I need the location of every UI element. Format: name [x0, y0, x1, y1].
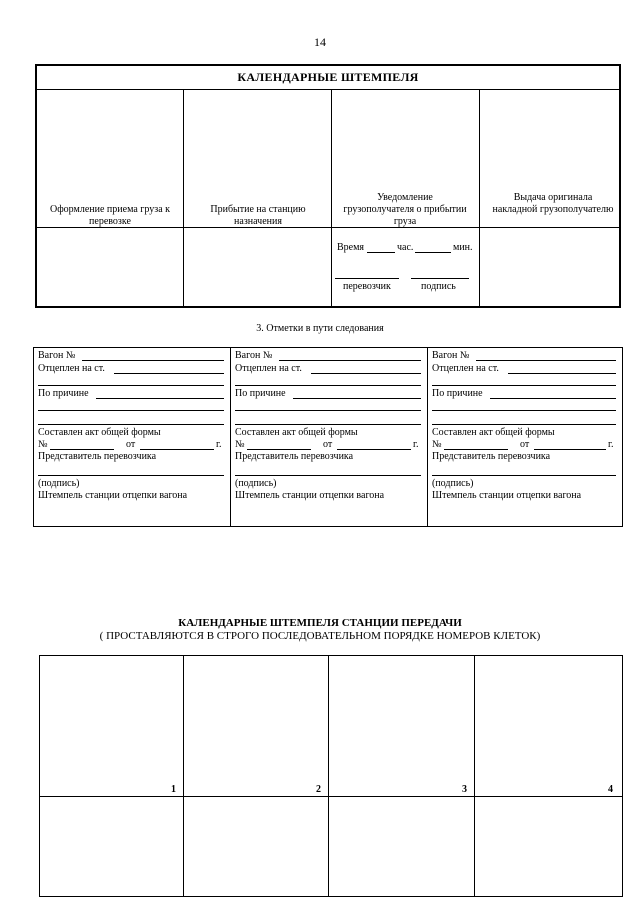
blank-line [432, 475, 616, 476]
wagon-column-3 [432, 348, 618, 526]
act-label: Составлен акт общей формы [38, 427, 161, 438]
stamp-label: Штемпель станции отцепки вагона [38, 490, 188, 501]
uncoupled-blank [311, 373, 421, 374]
reason-label: По причине [432, 388, 483, 399]
carrier-label: перевозчик [343, 281, 391, 292]
uncoupled-blank [508, 373, 616, 374]
act-number-blank [247, 449, 311, 450]
route-marks-table [33, 347, 623, 527]
reason-blank [490, 398, 616, 399]
transfer-stamps-subtitle: ( ПРОСТАВЛЯЮТСЯ В СТРОГО ПОСЛЕДОВАТЕЛЬНОМ ПОРЯДКЕ НОМЕРОВ КЛЕТОК) [99, 630, 541, 642]
row-divider [40, 796, 622, 797]
signature-label: (подпись) [432, 478, 474, 489]
blank-line [235, 385, 421, 386]
act-from-label: от [323, 439, 333, 450]
wagon-number-label: Вагон № [38, 350, 76, 361]
year-label: г. [216, 439, 222, 450]
wagon-number-blank [279, 360, 421, 361]
signature-blank [411, 278, 469, 279]
blank-line [432, 385, 616, 386]
reason-blank [293, 398, 421, 399]
route-marks-heading: 3. Отметки в пути следования [256, 323, 384, 334]
act-number-blank [50, 449, 114, 450]
blank-line [235, 424, 421, 425]
column-label-notification: Уведомление грузополучателя о прибытии груза [343, 192, 467, 227]
year-label: г. [608, 439, 614, 450]
blank-line [38, 424, 224, 425]
act-from-label: от [520, 439, 530, 450]
column-divider [479, 90, 480, 306]
signature-label: (подпись) [38, 478, 80, 489]
column-divider [328, 656, 329, 896]
hours-blank [367, 252, 395, 253]
act-number-sign: № [235, 439, 245, 450]
wagon-column-2 [235, 348, 421, 526]
act-date-blank [337, 449, 411, 450]
cell-number-3: 3 [462, 784, 467, 795]
reason-blank [96, 398, 224, 399]
act-number-blank [444, 449, 508, 450]
column-label-arrival: Прибытие на станцию назначения [210, 204, 306, 227]
act-date-blank [140, 449, 214, 450]
signature-label: подпись [421, 281, 456, 292]
carrier-rep-label: Представитель перевозчика [432, 451, 551, 462]
wagon-number-blank [82, 360, 224, 361]
transfer-stamps-grid [39, 655, 623, 897]
act-label: Составлен акт общей формы [235, 427, 358, 438]
uncoupled-label: Отцеплен на ст. [38, 363, 105, 374]
blank-line [432, 410, 616, 411]
calendar-stamps-table [35, 64, 621, 308]
column-divider [474, 656, 475, 896]
blank-line [235, 475, 421, 476]
cell-number-1: 1 [171, 784, 176, 795]
act-label: Составлен акт общей формы [432, 427, 555, 438]
column-label-acceptance: Оформление приема груза к перевозке [49, 204, 170, 227]
transfer-stamps-title: КАЛЕНДАРНЫЕ ШТЕМПЕЛЯ СТАНЦИИ ПЕРЕДАЧИ [178, 617, 462, 629]
act-number-sign: № [38, 439, 48, 450]
act-number-sign: № [432, 439, 442, 450]
time-label: Время [337, 242, 365, 253]
act-date-blank [534, 449, 606, 450]
uncoupled-label: Отцеплен на ст. [235, 363, 302, 374]
reason-label: По причине [38, 388, 89, 399]
page-number: 14 [314, 35, 326, 49]
wagon-column-1 [38, 348, 224, 526]
stamp-label: Штемпель станции отцепки вагона [235, 490, 385, 501]
blank-line [38, 385, 224, 386]
calendar-stamps-title: КАЛЕНДАРНЫЕ ШТЕМПЕЛЯ [37, 66, 619, 90]
cell-number-2: 2 [316, 784, 321, 795]
carrier-blank [335, 278, 399, 279]
column-label-delivery: Выдача оригинала накладной грузополучателю [492, 192, 614, 215]
reason-label: По причине [235, 388, 286, 399]
wagon-number-label: Вагон № [235, 350, 273, 361]
uncoupled-blank [114, 373, 224, 374]
column-divider [183, 90, 184, 306]
column-divider [331, 90, 332, 306]
column-divider [427, 348, 428, 526]
blank-line [38, 475, 224, 476]
hours-label: час. [397, 242, 414, 253]
column-divider [183, 656, 184, 896]
column-divider [230, 348, 231, 526]
minutes-label: мин. [453, 242, 473, 253]
wagon-number-blank [476, 360, 616, 361]
blank-line [235, 410, 421, 411]
carrier-rep-label: Представитель перевозчика [38, 451, 157, 462]
signature-label: (подпись) [235, 478, 277, 489]
blank-line [38, 410, 224, 411]
stamp-label: Штемпель станции отцепки вагона [432, 490, 582, 501]
cell-number-4: 4 [608, 784, 613, 795]
blank-line [432, 424, 616, 425]
year-label: г. [413, 439, 419, 450]
minutes-blank [415, 252, 451, 253]
carrier-rep-label: Представитель перевозчика [235, 451, 354, 462]
uncoupled-label: Отцеплен на ст. [432, 363, 499, 374]
act-from-label: от [126, 439, 136, 450]
wagon-number-label: Вагон № [432, 350, 470, 361]
